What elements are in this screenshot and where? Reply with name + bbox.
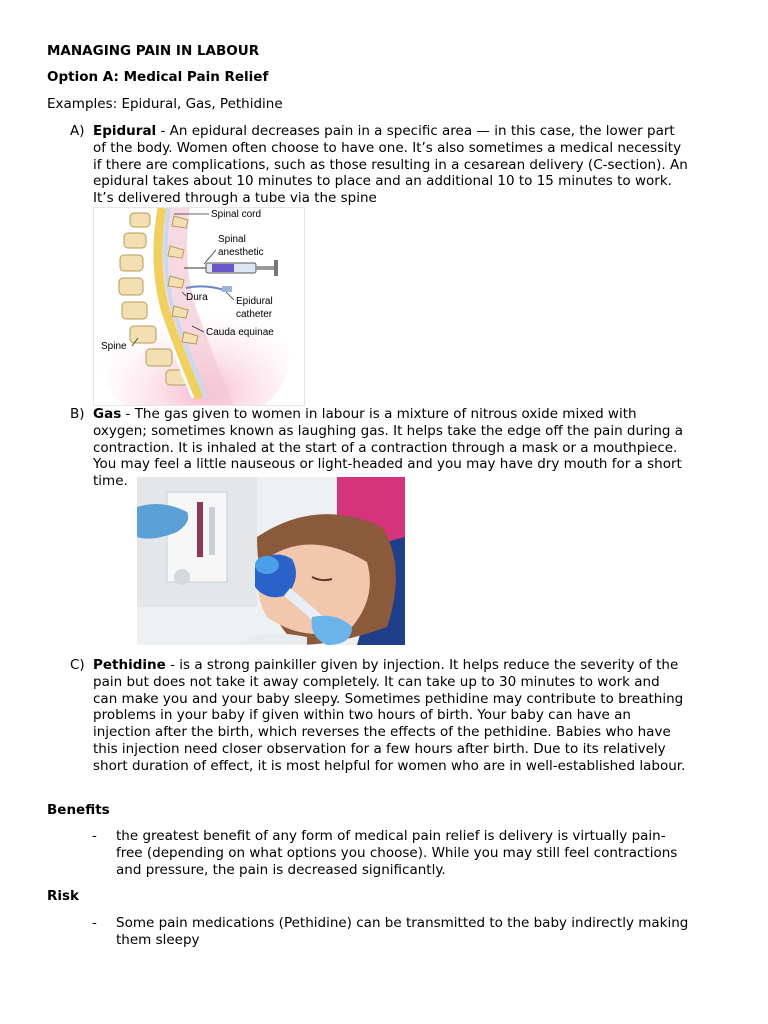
epidural-diagram bbox=[93, 207, 305, 406]
item-a-line-2: of the body. Women often choose to have one. It’s also sometimes a medical necessity bbox=[93, 139, 682, 156]
item-c-line-4: problems in your baby if given within two hours of birth. Your baby can have an bbox=[93, 707, 631, 724]
label-dura: Dura bbox=[186, 292, 208, 303]
item-b-line-4: You may feel a little nauseous or light-headed and you may have dry mouth for a short bbox=[93, 456, 682, 473]
benefits-line-2: free (depending on what options you choose). While you may still feel contractions bbox=[116, 844, 678, 861]
benefits-line-3: and pressure, the pain is decreased significantly. bbox=[116, 861, 446, 878]
item-a-line-5: It’s delivered through a tube via the spine bbox=[93, 190, 377, 207]
item-c-marker: C) bbox=[70, 657, 85, 673]
item-c-line-3: can make you and your baby sleepy. Sometimes pethidine may contribute to breathing bbox=[93, 690, 684, 707]
item-a-line-1: Epidural - An epidural decreases pain in a specific area — in this case, the lower part bbox=[93, 123, 675, 139]
item-c-line-7: short duration of effect, it is most helpful for women who are in well-established labour. bbox=[93, 757, 686, 774]
item-c-line-1: Pethidine - is a strong painkiller given by injection. It helps reduce the severity of the bbox=[93, 657, 679, 673]
examples-line: Examples: Epidural, Gas, Pethidine bbox=[47, 96, 283, 112]
label-anesthetic: anesthetic bbox=[218, 247, 264, 258]
benefits-heading: Benefits bbox=[47, 802, 110, 818]
risk-dash: - bbox=[92, 915, 97, 931]
risk-heading: Risk bbox=[47, 888, 80, 904]
item-c-line-6: this injection need closer observation for a few hours after birth. Due to its relatively bbox=[93, 740, 666, 757]
risk-line-1: Some pain medications (Pethidine) can be transmitted to the baby indirectly making bbox=[116, 915, 689, 931]
section-subtitle: Option A: Medical Pain Relief bbox=[47, 69, 269, 85]
item-c-line-5: injection after the birth, which reverses the effects of the pethidine. Babies who have bbox=[93, 724, 671, 741]
item-c-line-2: pain but does not take it away completely. It can take up to 30 minutes to work and bbox=[93, 673, 660, 690]
item-b-line-2: oxygen; sometimes known as laughing gas. It helps take the edge off the pain during a bbox=[93, 422, 684, 439]
gas-mask-photo-svg bbox=[137, 477, 405, 645]
item-b-line-5: time. bbox=[93, 473, 128, 490]
item-a-line-4: epidural takes about 10 minutes to place and an additional 10 to 15 minutes to work. bbox=[93, 173, 672, 190]
benefits-line-1: the greatest benefit of any form of medical pain relief is delivery is virtually pain- bbox=[116, 828, 666, 844]
epidural-diagram-svg bbox=[94, 208, 304, 405]
item-a-text bbox=[93, 123, 723, 207]
item-a-line-3: if there are complications, such as those resulting in a cesarean delivery (C-section). An bbox=[93, 156, 688, 173]
gas-mask-photo bbox=[137, 477, 405, 645]
benefits-dash: - bbox=[92, 828, 97, 844]
label-catheter: catheter bbox=[236, 309, 273, 320]
item-b-line-1: Gas - The gas given to women in labour is a mixture of nitrous oxide mixed with bbox=[93, 406, 637, 422]
label-spine: Spine bbox=[101, 341, 127, 352]
risk-line-2: them sleepy bbox=[116, 931, 200, 948]
label-epidural: Epidural bbox=[236, 296, 273, 307]
label-spinal: Spinal bbox=[218, 234, 246, 245]
item-b-term: Gas bbox=[93, 406, 122, 422]
item-a-marker: A) bbox=[70, 123, 85, 139]
item-c-term: Pethidine bbox=[93, 657, 166, 673]
item-b-marker: B) bbox=[70, 406, 85, 422]
risk-text bbox=[116, 915, 726, 949]
item-c-text bbox=[93, 657, 723, 775]
item-a-term: Epidural bbox=[93, 123, 157, 139]
label-spinal-cord: Spinal cord bbox=[211, 209, 262, 220]
label-cauda-equinae: Cauda equinae bbox=[206, 327, 274, 338]
item-b-line-3: contraction. It is inhaled at the start of a contraction through a mask or a mouthpiece. bbox=[93, 439, 678, 456]
benefits-text bbox=[116, 828, 726, 878]
document-title: MANAGING PAIN IN LABOUR bbox=[47, 43, 260, 59]
